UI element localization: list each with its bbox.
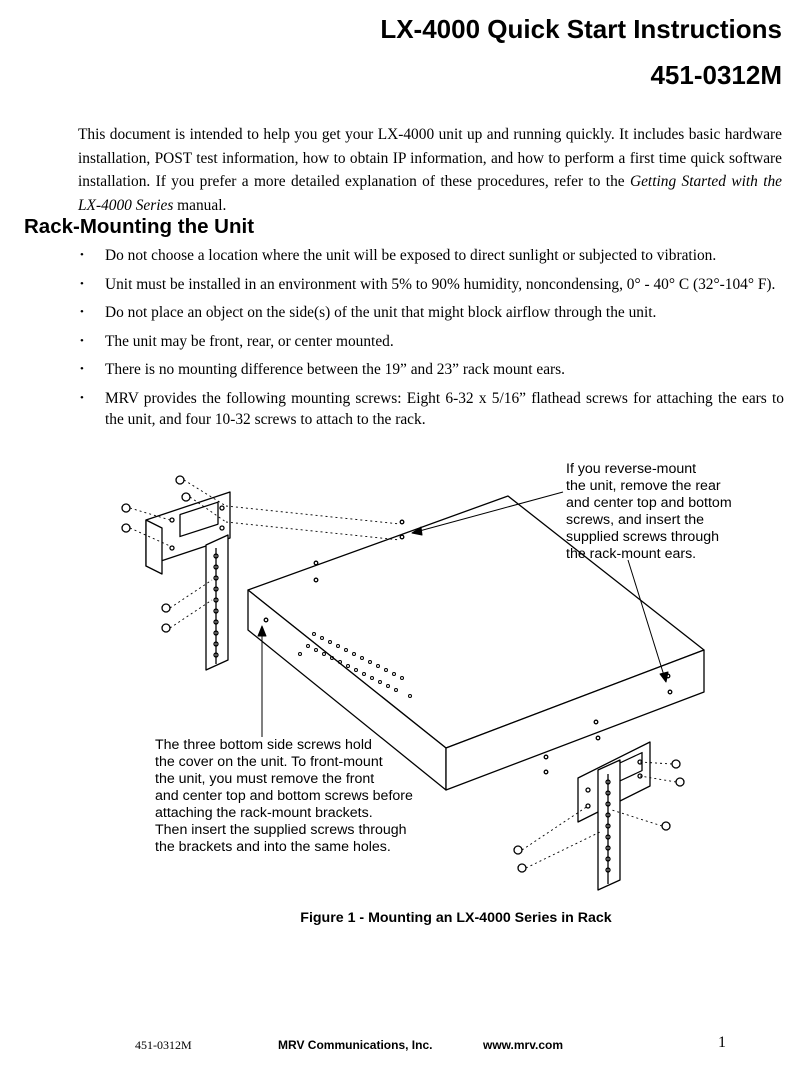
- footer-doc-number: 451-0312M: [135, 1038, 192, 1052]
- bullet-item: • MRV provides the following mounting screws: Eight 6-32 x 5/16” flathead screws for attaching the ears to the unit, and four 10-32 screws to attach to the rack.: [78, 388, 784, 431]
- document-number: 451-0312M: [650, 60, 782, 90]
- footer-url[interactable]: www.mrv.com: [483, 1038, 564, 1052]
- bullet-item: • The unit may be front, rear, or center mounted.: [78, 331, 784, 353]
- bullet-item: • There is no mounting difference between the 19” and 23” rack mount ears.: [78, 359, 784, 381]
- intro-text-end: manual.: [173, 196, 227, 214]
- manual-title: Getting Started with the LX-4000 Series: [78, 173, 782, 214]
- bullet-item: • Unit must be installed in an environment with 5% to 90% humidity, noncondensing, 0° - 40° C (32°-104° F).: [78, 274, 784, 296]
- front-mount-callout: The three bottom side screws hold the cover on the unit. To front-mount the unit, you must remove the front and center top and bottom screws before attaching the rack-mount brackets. Then insert the supplied screws through the brackets and into the same holes.: [155, 737, 413, 855]
- intro-paragraph: [78, 123, 782, 217]
- left-rail: [206, 535, 228, 670]
- right-rail: [598, 760, 620, 890]
- page-number: 1: [718, 1034, 726, 1051]
- footer-company: MRV Communications, Inc.: [278, 1038, 433, 1052]
- bullet-list: [78, 245, 784, 438]
- bullet-item: • Do not place an object on the side(s) of the unit that might block airflow through the unit.: [78, 302, 784, 324]
- reverse-mount-callout: If you reverse-mount the unit, remove the rear and center top and bottom screws, and insert the supplied screws through the rack-mount ears.: [566, 461, 732, 562]
- document-title: LX-4000 Quick Start Instructions: [380, 14, 782, 44]
- intro-text: This document is intended to help you get your LX-4000 unit up and running quickly. It includes basic hardware installation, POST test information, how to obtain IP information, and how to perform a first time quick software installation. If you prefer a more detailed explanation of these procedures, refer to the: [78, 126, 782, 190]
- figure-caption: Figure 1 - Mounting an LX-4000 Series in Rack: [300, 910, 612, 926]
- section-heading: Rack-Mounting the Unit: [24, 215, 255, 238]
- bullet-item: • Do not choose a location where the unit will be exposed to direct sunlight or subjected to vibration.: [78, 245, 784, 267]
